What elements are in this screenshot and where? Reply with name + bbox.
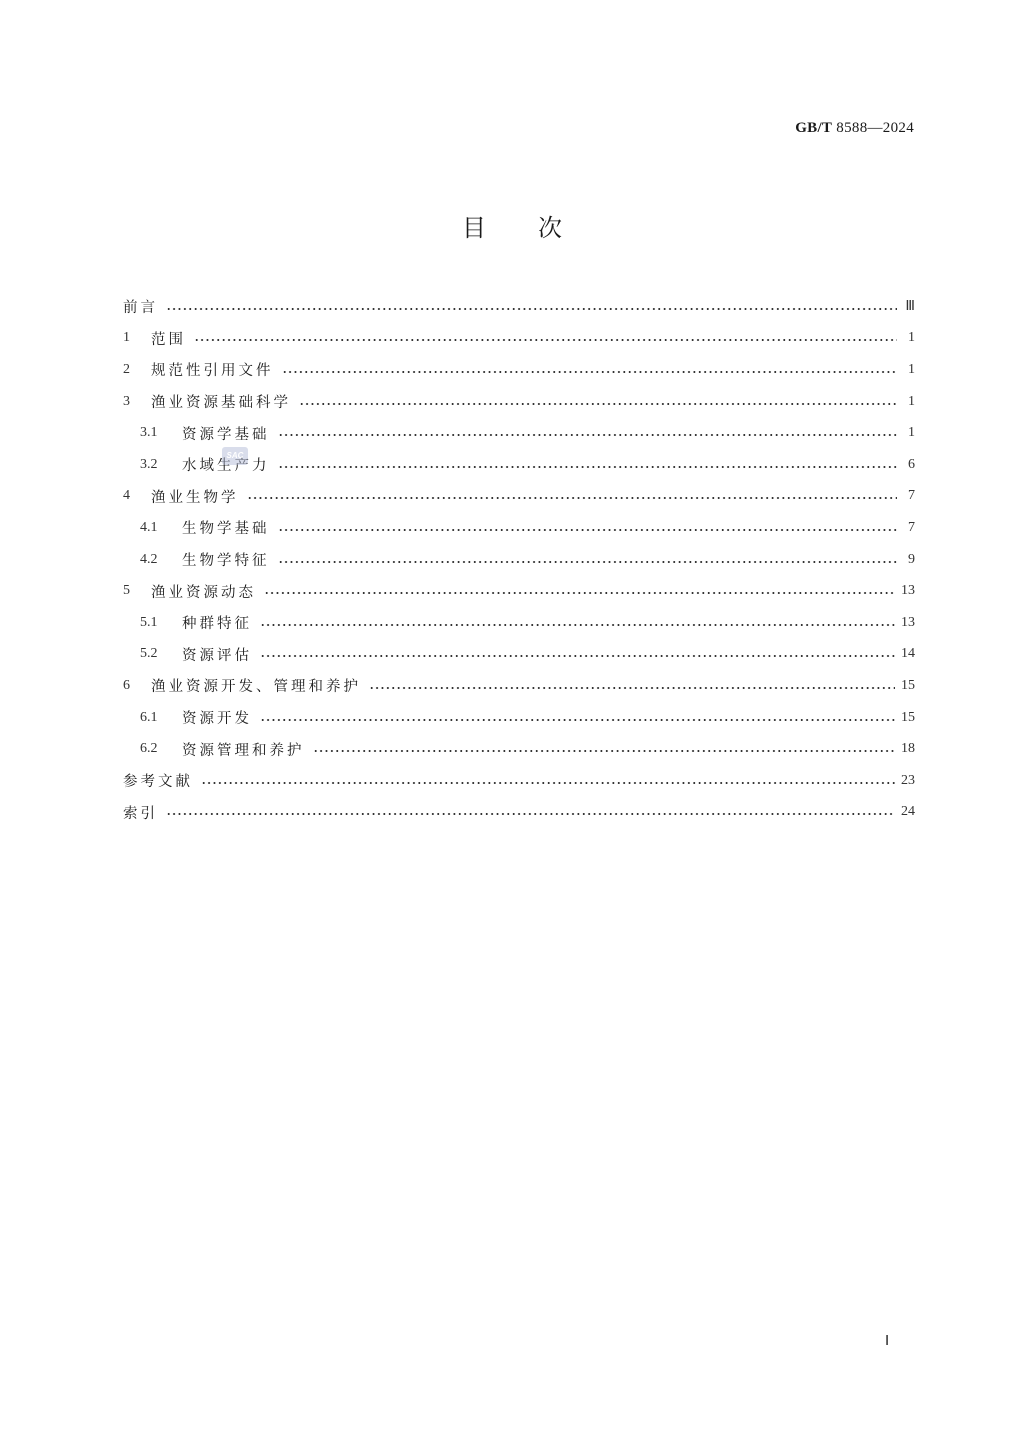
toc-label: 参考文献 [123,774,193,791]
dot-leader [260,719,895,721]
standard-code [795,120,914,137]
toc-page: 7 [908,519,915,535]
dot-leader [299,403,897,405]
toc-page: 13 [901,583,915,599]
toc-page: 9 [908,551,915,567]
toc-label: 渔业资源基础科学 [151,395,291,412]
toc-label: 资源管理和养护 [182,742,305,759]
toc-entry-5[interactable] [123,575,915,607]
toc-number: 3 [123,393,130,409]
dot-leader [166,308,897,310]
page-number: Ⅰ [885,1334,890,1349]
dot-leader [194,339,897,341]
toc-page: 24 [901,804,915,820]
dot-leader [278,561,898,563]
toc-entry-3[interactable] [123,386,915,418]
dot-leader [369,687,895,689]
toc-number: 4.1 [140,519,158,535]
toc-page: 1 [908,425,915,441]
toc-entry-1[interactable] [123,323,915,355]
toc-page: 18 [901,741,915,757]
toc-page: Ⅲ [905,299,915,315]
toc-label: 生物学特征 [182,553,270,570]
dot-leader [260,624,895,626]
toc-number: 4 [123,488,130,504]
title-char-1: 目 [462,214,486,242]
toc-number: 6 [123,677,130,693]
toc-page: 1 [908,361,915,377]
toc-page: 7 [908,488,915,504]
toc-entry-5-1[interactable] [123,607,915,639]
toc-label: 渔业资源开发、管理和养护 [151,679,361,696]
dot-leader [282,371,898,373]
toc-label: 生物学基础 [182,521,270,538]
toc-entry-2[interactable] [123,354,915,386]
toc-number: 1 [123,330,130,346]
toc-page: 14 [901,646,915,662]
toc-entry-4-2[interactable] [123,544,915,576]
toc-entry-index[interactable] [123,797,915,829]
toc-label: 种群特征 [182,616,252,633]
toc-number: 2 [123,361,130,377]
toc-entry-4-1[interactable] [123,512,915,544]
standard-number: 8588—2024 [836,120,914,136]
toc-entry-6-2[interactable] [123,733,915,765]
standard-prefix: GB/T [795,120,833,136]
toc-label: 规范性引用文件 [151,363,274,380]
dot-leader [278,434,898,436]
toc-page: 6 [908,456,915,472]
toc-page: 15 [901,709,915,725]
toc-entry-foreword[interactable] [123,291,915,323]
page-title [0,208,1024,243]
toc-entry-4[interactable] [123,481,915,513]
toc-label: 资源评估 [182,647,252,664]
toc-entry-6[interactable] [123,670,915,702]
toc-number: 4.2 [140,551,158,567]
dot-leader [247,497,898,499]
title-char-2: 次 [538,214,562,242]
toc-number: 5.2 [140,646,158,662]
toc-number: 5.1 [140,614,158,630]
toc-label: 索引 [123,805,158,822]
toc-label: 资源学基础 [182,426,270,443]
toc-label: 渔业生物学 [151,489,239,506]
dot-leader [313,750,896,752]
toc-entry-3-1[interactable] [123,417,915,449]
dot-leader [278,466,898,468]
toc-number: 5 [123,583,130,599]
toc-label: 渔业资源动态 [151,584,256,601]
dot-leader [278,529,898,531]
toc-label: 水域生产力 [182,458,270,475]
toc-number: 6.2 [140,741,158,757]
toc-page: 1 [908,393,915,409]
toc-number: 3.1 [140,425,158,441]
toc-page: 15 [901,677,915,693]
table-of-contents [123,291,915,828]
toc-entry-5-2[interactable] [123,639,915,671]
toc-label: 前言 [123,300,158,317]
toc-page: 1 [908,330,915,346]
dot-leader [166,813,895,815]
dot-leader [260,655,895,657]
toc-page: 13 [901,614,915,630]
sac-watermark: SAC [222,447,248,465]
toc-page: 23 [901,772,915,788]
toc-number: 6.1 [140,709,158,725]
toc-entry-references[interactable] [123,765,915,797]
toc-label: 资源开发 [182,711,252,728]
dot-leader [201,782,895,784]
toc-number: 3.2 [140,456,158,472]
toc-entry-6-1[interactable] [123,702,915,734]
toc-label: 范围 [151,331,186,348]
dot-leader [264,592,895,594]
